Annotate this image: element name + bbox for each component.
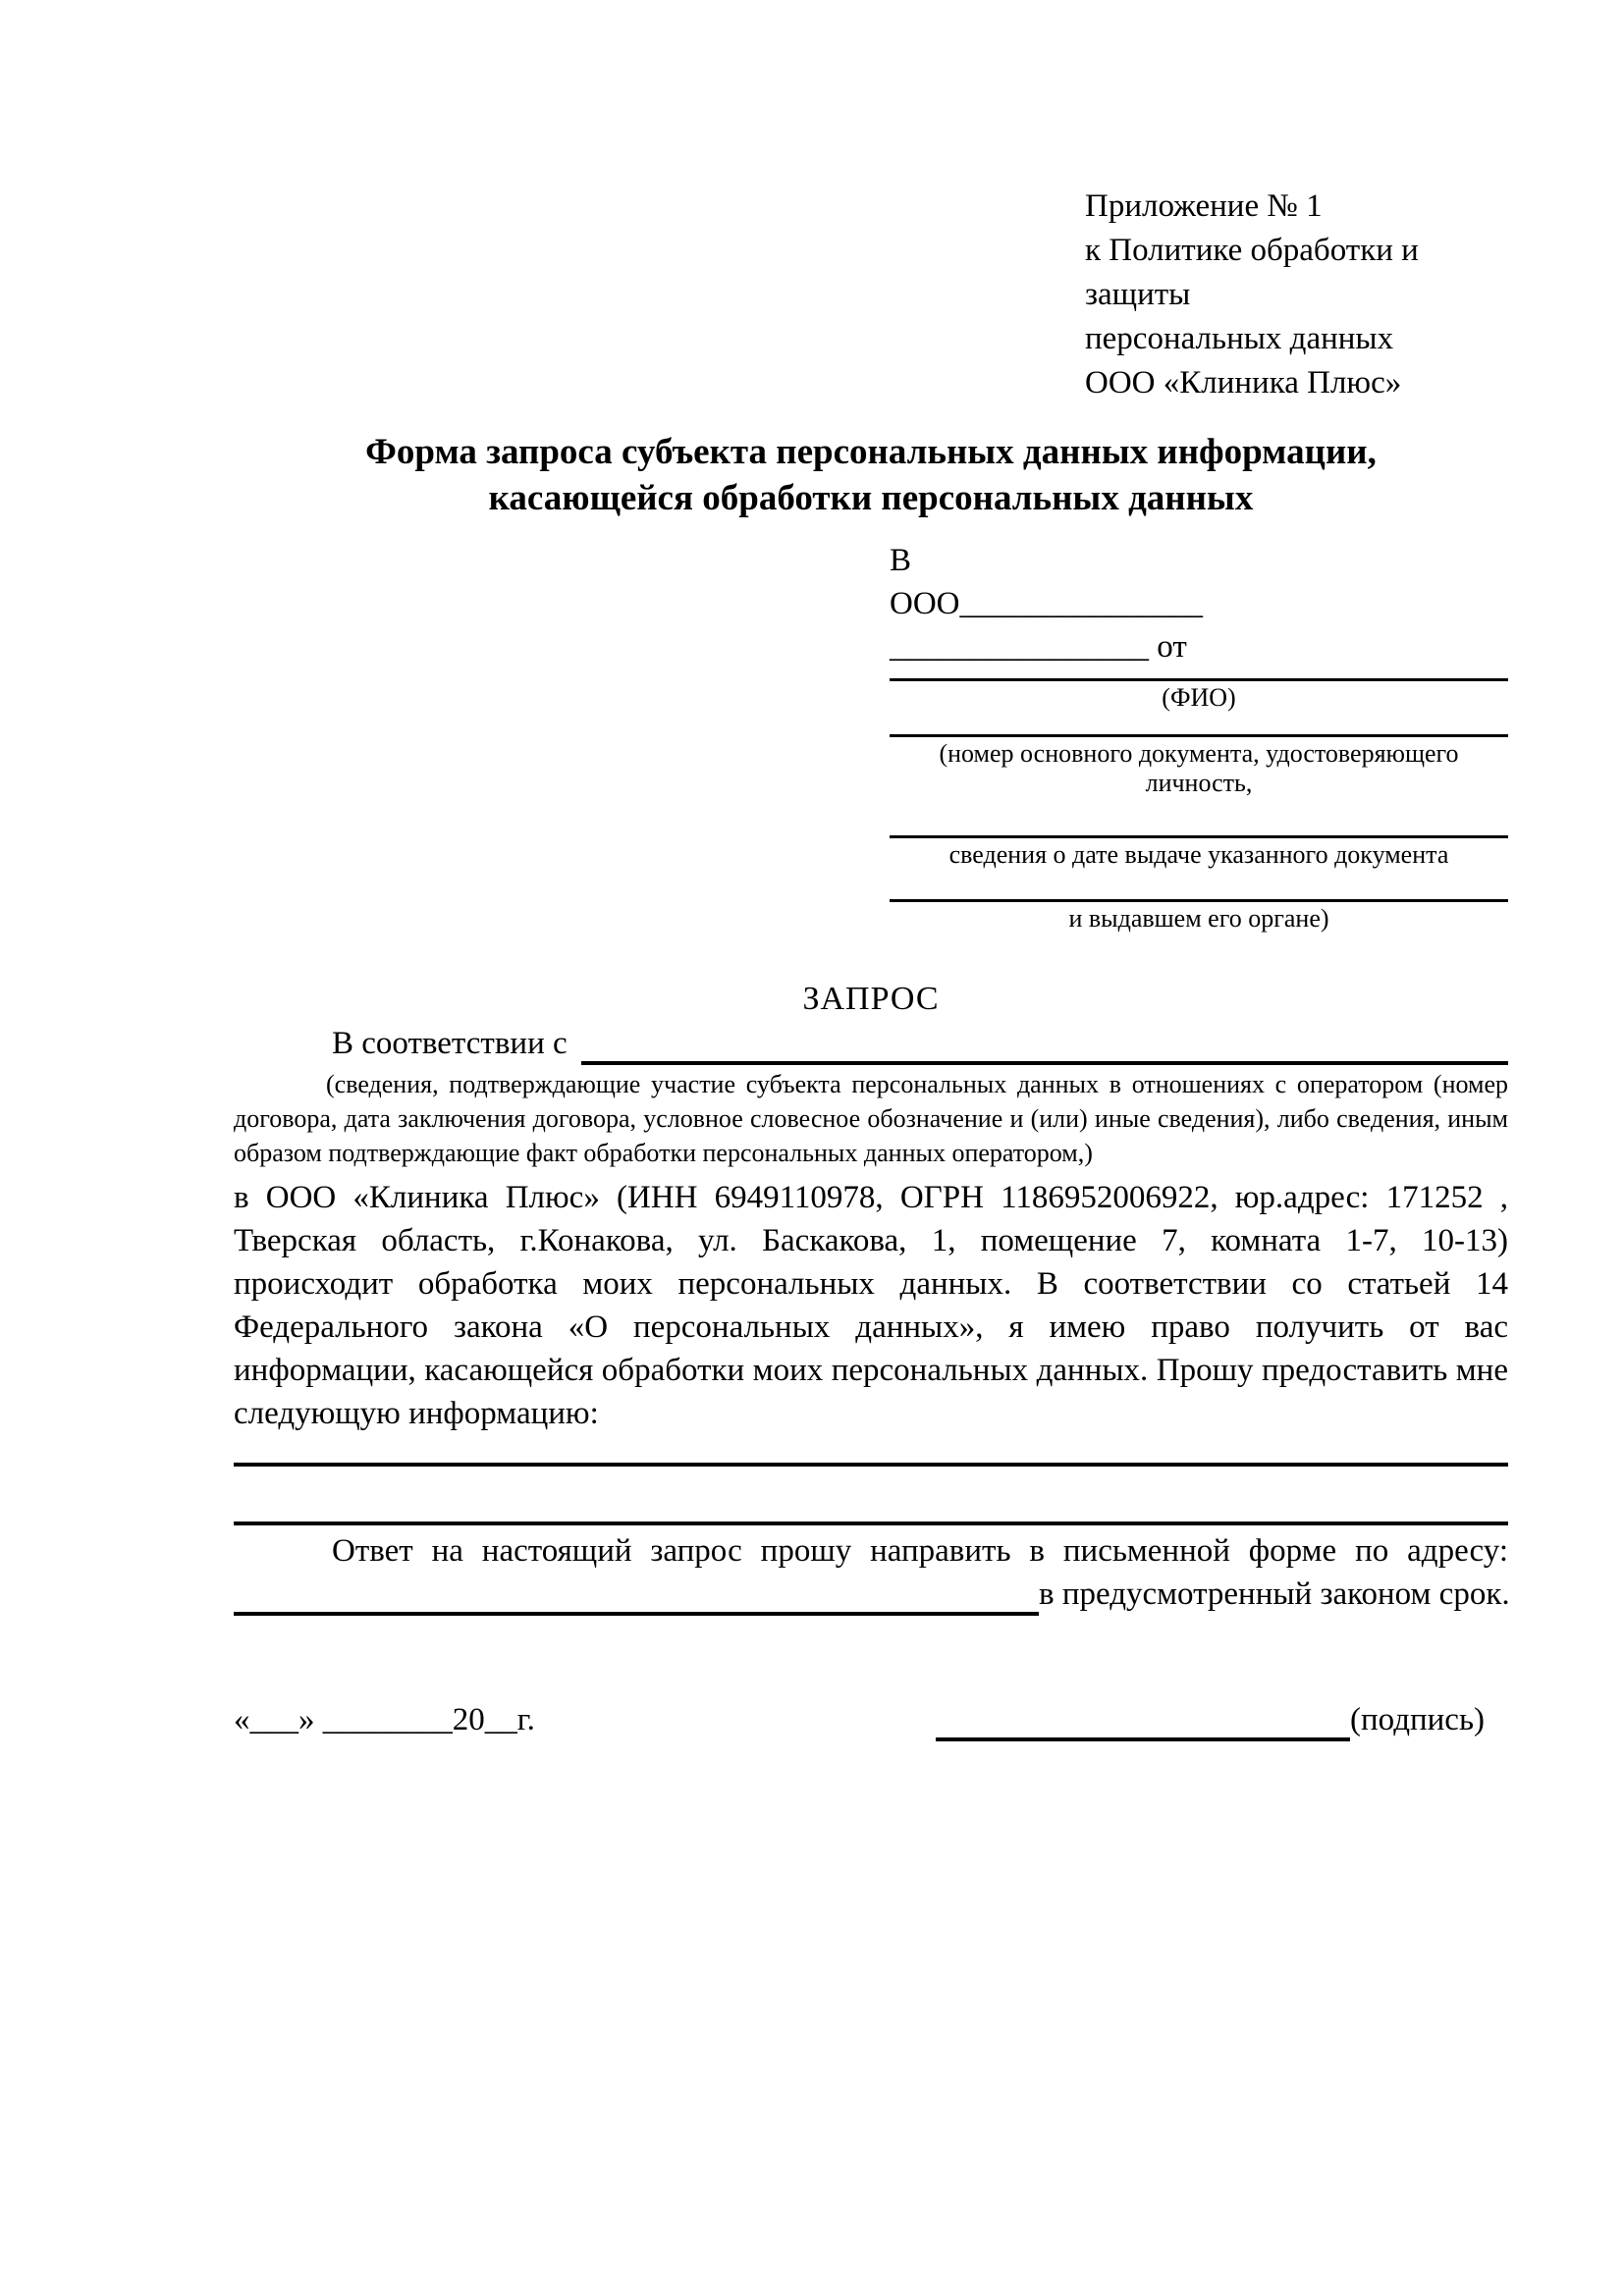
document-number-blank-line xyxy=(890,734,1508,737)
fio-blank-line xyxy=(890,678,1508,681)
fine-print-note: (сведения, подтверждающие участие субъекта персональных данных в отношениях с оператором (номер договора, дата заключения договора, условное словесное обозначение и (или) иные сведения), либо сведения, иным образом подтверждающие факт обработки персональных данных оператором,) xyxy=(234,1070,1508,1167)
signature-caption: (подпись) xyxy=(1350,1702,1485,1737)
addressee-org-blank-field: ООО_______________ xyxy=(890,586,1203,621)
addressee-from-blank-field: ________________ от xyxy=(890,629,1187,665)
date-blank-field: «___» ________20__г. xyxy=(234,1702,535,1737)
page-title xyxy=(234,429,1508,521)
reply-request-line: Ответ на настоящий запрос прошу направить в письменной форме по адресу: xyxy=(332,1533,1508,1569)
signature-blank-line xyxy=(936,1702,1350,1741)
page-title-line-2: касающейся обработки персональных данных xyxy=(488,478,1254,518)
addressee-to: В xyxy=(890,543,912,578)
request-heading: ЗАПРОС xyxy=(802,981,940,1017)
answer-blank-line-1 xyxy=(234,1463,1508,1467)
fio-caption: (ФИО) xyxy=(1162,683,1236,712)
addressee-block xyxy=(890,539,1508,934)
request-body-paragraph: в ООО «Клиника Плюс» (ИНН 6949110978, ОГРН 1186952006922, юр.адрес: 171252 , Тверская область, г.Конакова, ул. Баскакова, 1, помещение 7, комната 1-7, 10-13) происходит обработка моих персональных данных. В соответствии со статьей 14 Федерального закона «О персональных данных», я имею право получить от вас информации, касающейся обработки моих персональных данных. Прошу предоставить мне следующую информацию: xyxy=(234,1180,1508,1431)
appendix-line-3: персональных данных xyxy=(1085,321,1394,356)
intro-text: В соответствии с xyxy=(332,1026,568,1061)
issuer-caption: и выдавшем его органе) xyxy=(1068,904,1329,933)
appendix-line-1: Приложение № 1 xyxy=(1085,188,1323,224)
issue-date-blank-line xyxy=(890,835,1508,838)
reply-address-row xyxy=(234,1573,1508,1616)
footer-row xyxy=(234,1698,1508,1741)
document-content xyxy=(234,185,1508,1741)
reply-suffix-text: в предусмотренный законом срок. xyxy=(1039,1576,1510,1612)
intro-line xyxy=(234,1022,1508,1065)
appendix-line-4: ООО «Клиника Плюс» xyxy=(1085,365,1402,400)
reply-address-blank-line xyxy=(234,1576,1039,1616)
page-title-line-1: Форма запроса субъекта персональных данных информации, xyxy=(365,432,1377,472)
appendix-line-2: к Политике обработки и защиты xyxy=(1085,233,1419,312)
signature-group xyxy=(936,1698,1485,1741)
issuer-blank-line xyxy=(890,899,1508,902)
document-number-caption: (номер основного документа, удостоверяющего личность, xyxy=(939,739,1459,797)
intro-blank-line xyxy=(581,1026,1508,1065)
answer-blank-line-2 xyxy=(234,1522,1508,1525)
appendix-block xyxy=(1085,185,1508,405)
issue-date-caption: сведения о дате выдаче указанного документа xyxy=(948,840,1449,869)
